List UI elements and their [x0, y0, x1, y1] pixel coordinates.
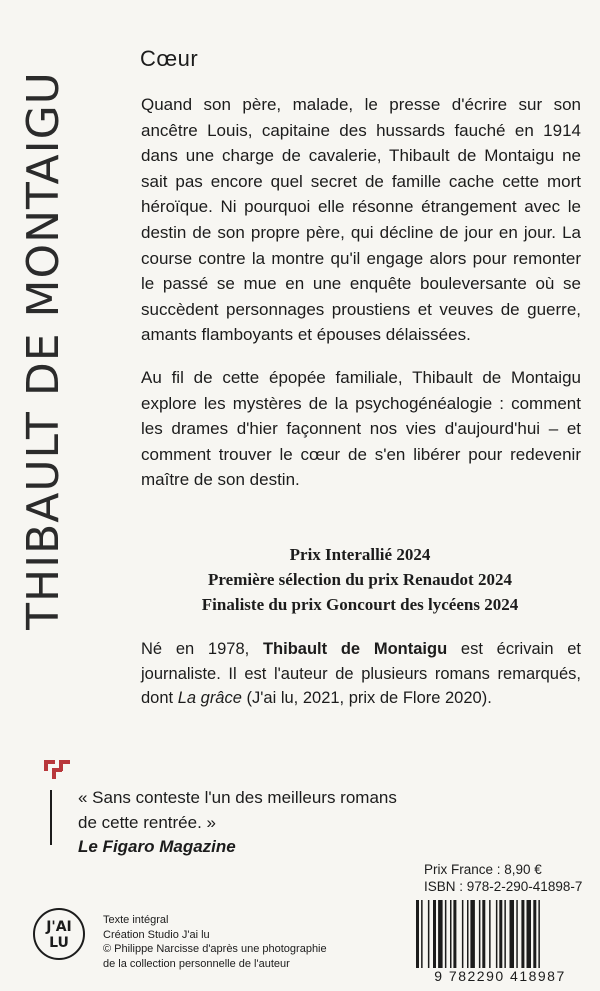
credit-line: Création Studio J'ai lu: [103, 928, 210, 941]
credit-line: de la collection personnelle de l'auteur: [103, 957, 290, 970]
quote-text: « Sans conteste l'un des meilleurs romans de cette rentrée. »: [78, 788, 397, 832]
bio-book-title: La grâce: [177, 689, 242, 708]
credit-line: Texte intégral: [103, 914, 169, 926]
blurb-paragraph-2: Au fil de cette épopée familiale, Thibault de Montaigu explore les mystères de la psychogénéalogie : comment les drames d'hier façonnent nos vies d'aujourd'hui – et comment trouver le cœur de s'en libérer pour redevenir maître de son destin.: [141, 367, 581, 490]
prize-interallie: Prix Interallié 2024: [289, 545, 431, 564]
quote-rule: [50, 790, 52, 845]
price-block: [424, 861, 582, 895]
quote-source: Le Figaro Magazine: [78, 837, 236, 856]
jai-lu-logo-icon: [32, 907, 86, 961]
credits: [103, 913, 363, 971]
book-title: Cœur: [140, 46, 199, 71]
author-name-text: THIBAULT DE MONTAIGU: [17, 70, 69, 630]
isbn-label: ISBN : 978-2-290-41898-7: [424, 879, 583, 894]
svg-text:J'AI: J'AI: [46, 919, 72, 935]
quote-marks-icon: [42, 758, 82, 782]
author-bio: [141, 637, 581, 711]
blurb-paragraph-1: Quand son père, malade, le presse d'écrire sur son ancêtre Louis, capitaine des hussards fauché en 1914 dans une charge de cavalerie, Thibault de Montaigu ne sait pas encore quel secret de famille cache cette mort héroïque. Ni pourquoi elle résonne étrangement avec le destin de son propre père, qui décline de jour en jour. La course contre la montre qu'il engage alors pour remonter le passé se mue en une enquête bouleversante où se succèdent personnages proustiens et veuves de guerre, amants flamboyants et épouses délaissées.: [141, 95, 581, 345]
bio-end: (J'ai lu, 2021, prix de Flore 2020).: [241, 689, 492, 708]
prize-renaudot: Première sélection du prix Renaudot 2024: [208, 570, 512, 589]
credit-line: © Philippe Narcisse d'après une photographie: [103, 943, 327, 956]
price-label: Prix France : 8,90 €: [424, 862, 542, 877]
author-name-vertical: [8, 40, 78, 660]
prizes-list: [140, 542, 580, 617]
blurb: [141, 92, 581, 510]
bio-intro: Né en 1978,: [141, 640, 263, 658]
prize-goncourt-lyceens: Finaliste du prix Goncourt des lycéens 2024: [201, 595, 519, 614]
barcode-number: 9 782290 418987: [434, 968, 566, 984]
bio-middle: est écrivain et journaliste. Il est l'auteur de plusieurs romans remarqués, dont: [141, 640, 581, 708]
barcode-icon: [410, 900, 590, 968]
svg-text:LU: LU: [49, 935, 69, 951]
bio-author-name: Thibault de Montaigu: [262, 640, 448, 658]
press-quote: [78, 786, 418, 860]
